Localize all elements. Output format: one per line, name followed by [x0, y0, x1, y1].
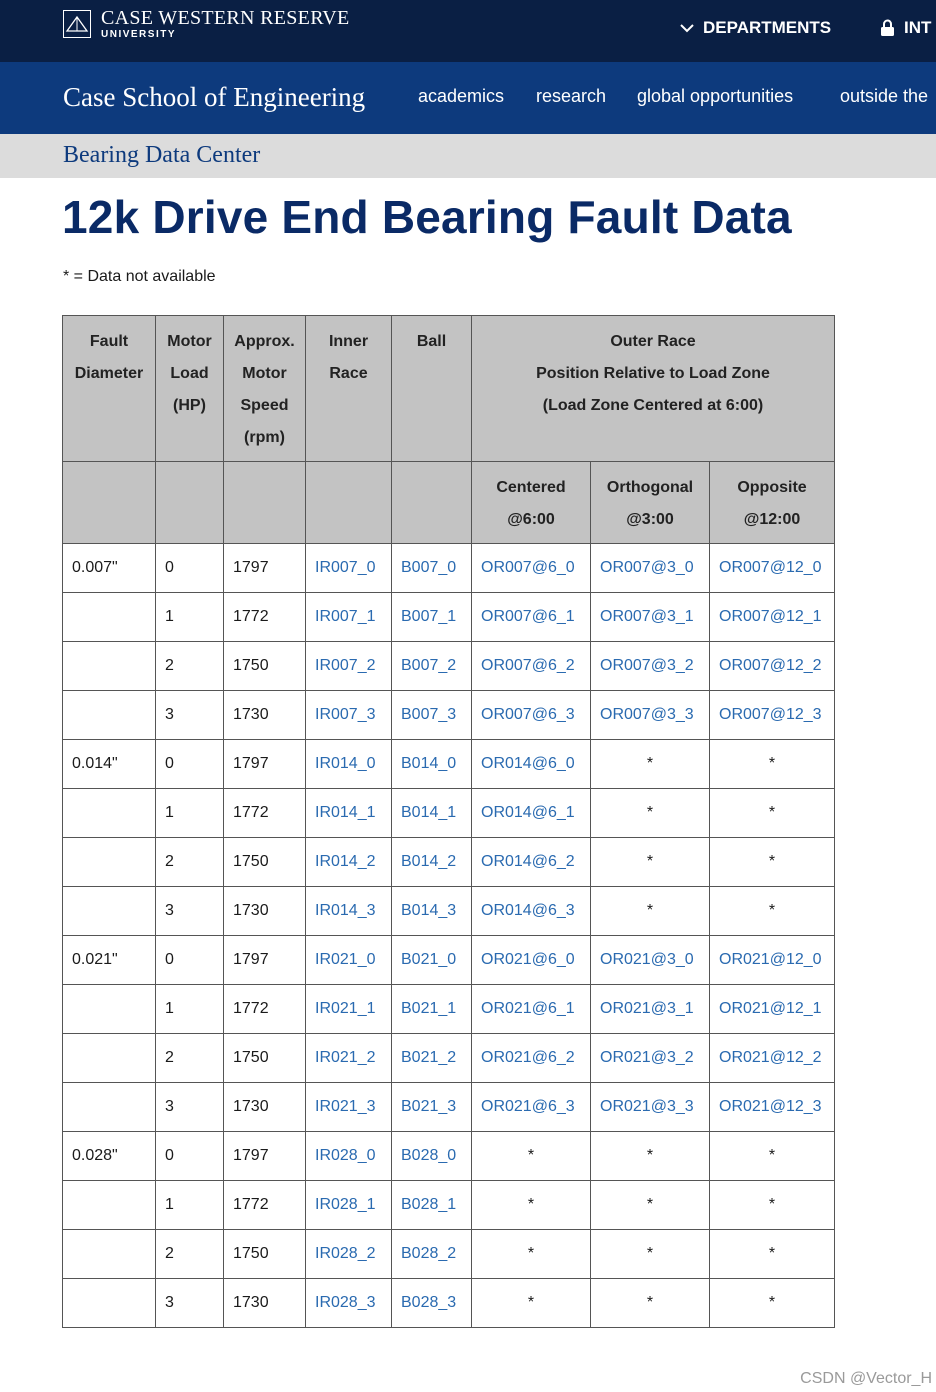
fault-diameter-cell	[63, 1279, 156, 1328]
not-available-cell: *	[472, 1132, 591, 1181]
motor-speed-cell: 1797	[224, 740, 306, 789]
header-orthogonal: Orthogonal @3:00	[591, 462, 710, 544]
departments-label: DEPARTMENTS	[703, 18, 832, 37]
motor-load-cell: 0	[156, 544, 224, 593]
university-subtitle: UNIVERSITY	[101, 29, 177, 40]
outer-race-centered-link[interactable]: OR014@6_1	[481, 804, 575, 821]
outer-race-centered-link[interactable]: OR007@6_3	[481, 706, 575, 723]
ball-link[interactable]: B007_3	[401, 706, 457, 723]
outer-race-opposite-link[interactable]: OR007@12_0	[719, 559, 822, 576]
subheader-empty	[306, 462, 392, 544]
watermark: CSDN @Vector_H	[800, 1370, 932, 1387]
table-row	[63, 1034, 835, 1083]
outer-race-opposite-cell	[710, 1034, 835, 1083]
fault-diameter-cell: 0.007"	[63, 544, 156, 593]
inner-race-link[interactable]: IR021_0	[315, 951, 376, 968]
outer-race-opposite-cell	[710, 544, 835, 593]
subheader-empty	[224, 462, 306, 544]
outer-race-centered-cell	[472, 1034, 591, 1083]
outer-race-orthogonal-cell	[591, 642, 710, 691]
motor-load-cell: 1	[156, 1181, 224, 1230]
ball-link[interactable]: B021_0	[401, 951, 457, 968]
outer-race-centered-link[interactable]: OR021@6_0	[481, 951, 575, 968]
outer-race-orthogonal-link[interactable]: OR007@3_0	[600, 559, 694, 576]
inner-race-link[interactable]: IR028_3	[315, 1294, 376, 1311]
inner-race-cell	[306, 1279, 392, 1328]
not-available-cell: *	[591, 1181, 710, 1230]
motor-speed-cell: 1750	[224, 1230, 306, 1279]
inner-race-link[interactable]: IR014_1	[315, 804, 376, 821]
motor-speed-cell: 1772	[224, 985, 306, 1034]
not-available-cell: *	[472, 1181, 591, 1230]
ball-cell	[392, 1279, 472, 1328]
inner-race-link[interactable]: IR007_2	[315, 657, 376, 674]
motor-speed-cell: 1797	[224, 936, 306, 985]
outer-race-orthogonal-cell	[591, 593, 710, 642]
not-available-cell: *	[710, 1279, 835, 1328]
inner-race-link[interactable]: IR028_0	[315, 1147, 376, 1164]
fault-diameter-cell	[63, 642, 156, 691]
ball-link[interactable]: B014_2	[401, 853, 457, 870]
not-available-cell: *	[710, 1181, 835, 1230]
outer-race-centered-cell	[472, 1083, 591, 1132]
outer-race-opposite-cell	[710, 985, 835, 1034]
ball-link[interactable]: B007_2	[401, 657, 457, 674]
outer-race-orthogonal-cell	[591, 936, 710, 985]
motor-load-cell: 2	[156, 1230, 224, 1279]
not-available-cell: *	[710, 1230, 835, 1279]
section-bar	[0, 134, 936, 178]
motor-speed-cell: 1730	[224, 887, 306, 936]
outer-race-centered-link[interactable]: OR014@6_0	[481, 755, 575, 772]
outer-race-opposite-link[interactable]: OR007@12_2	[719, 657, 822, 674]
ball-link[interactable]: B028_0	[401, 1147, 457, 1164]
outer-race-centered-cell	[472, 691, 591, 740]
ball-link[interactable]: B021_3	[401, 1098, 457, 1115]
not-available-cell: *	[591, 838, 710, 887]
inner-race-link[interactable]: IR014_0	[315, 755, 376, 772]
inner-race-link[interactable]: IR007_0	[315, 559, 376, 576]
outer-race-orthogonal-cell	[591, 544, 710, 593]
top-bar	[0, 0, 936, 62]
outer-race-centered-cell	[472, 544, 591, 593]
ball-cell	[392, 1181, 472, 1230]
inner-race-cell	[306, 887, 392, 936]
not-available-cell: *	[710, 838, 835, 887]
table-row	[63, 1279, 835, 1328]
ball-cell	[392, 1230, 472, 1279]
ball-link[interactable]: B028_1	[401, 1196, 457, 1213]
outer-race-centered-cell	[472, 789, 591, 838]
motor-speed-cell: 1797	[224, 544, 306, 593]
motor-load-cell: 0	[156, 1132, 224, 1181]
outer-race-opposite-cell	[710, 593, 835, 642]
motor-load-cell: 2	[156, 838, 224, 887]
fault-diameter-cell	[63, 1181, 156, 1230]
motor-load-cell: 3	[156, 691, 224, 740]
fault-diameter-cell	[63, 789, 156, 838]
table-row	[63, 691, 835, 740]
inner-race-cell	[306, 1132, 392, 1181]
table-row	[63, 642, 835, 691]
motor-load-cell: 3	[156, 1279, 224, 1328]
outer-race-opposite-cell	[710, 642, 835, 691]
intranet-link[interactable]	[880, 18, 931, 38]
motor-load-cell: 0	[156, 936, 224, 985]
motor-load-cell: 3	[156, 887, 224, 936]
not-available-cell: *	[591, 740, 710, 789]
motor-speed-cell: 1750	[224, 642, 306, 691]
subheader-empty	[156, 462, 224, 544]
motor-speed-cell: 1730	[224, 691, 306, 740]
outer-race-centered-link[interactable]: OR021@6_1	[481, 1000, 575, 1017]
ball-link[interactable]: B021_1	[401, 1000, 457, 1017]
lock-icon	[880, 19, 895, 37]
table-row	[63, 985, 835, 1034]
not-available-cell: *	[591, 1279, 710, 1328]
outer-race-orthogonal-link[interactable]: OR021@3_2	[600, 1049, 694, 1066]
fault-diameter-cell	[63, 1034, 156, 1083]
header-motor-speed: Approx. Motor Speed (rpm)	[224, 316, 306, 462]
page-title: 12k Drive End Bearing Fault Data	[62, 191, 792, 243]
motor-load-cell: 1	[156, 789, 224, 838]
table-row	[63, 838, 835, 887]
int-label: INT	[904, 18, 932, 37]
fault-diameter-cell	[63, 887, 156, 936]
motor-load-cell: 2	[156, 642, 224, 691]
outer-race-orthogonal-link[interactable]: OR007@3_1	[600, 608, 694, 625]
outer-race-opposite-cell	[710, 936, 835, 985]
outer-race-centered-link[interactable]: OR014@6_2	[481, 853, 575, 870]
header-outer-race: Outer Race Position Relative to Load Zone (Load Zone Centered at 6:00)	[472, 316, 835, 462]
not-available-cell: *	[591, 789, 710, 838]
motor-speed-cell: 1750	[224, 838, 306, 887]
ball-cell	[392, 544, 472, 593]
inner-race-link[interactable]: IR021_2	[315, 1049, 376, 1066]
outer-race-centered-cell	[472, 593, 591, 642]
fault-data-table	[62, 315, 835, 1328]
nav-global-opportunities[interactable]: global opportunities	[637, 86, 794, 106]
header-inner-race: Inner Race	[306, 316, 392, 462]
ball-cell	[392, 1083, 472, 1132]
outer-race-centered-link[interactable]: OR007@6_0	[481, 559, 575, 576]
fault-diameter-cell	[63, 985, 156, 1034]
inner-race-cell	[306, 985, 392, 1034]
motor-load-cell: 1	[156, 593, 224, 642]
ball-link[interactable]: B028_2	[401, 1245, 457, 1262]
outer-race-opposite-link[interactable]: OR021@12_2	[719, 1049, 822, 1066]
outer-race-orthogonal-link[interactable]: OR007@3_2	[600, 657, 694, 674]
inner-race-cell	[306, 544, 392, 593]
university-logo[interactable]	[63, 8, 350, 41]
table-row	[63, 1083, 835, 1132]
inner-race-cell	[306, 936, 392, 985]
school-name[interactable]: Case School of Engineering	[63, 82, 366, 112]
inner-race-cell	[306, 740, 392, 789]
inner-race-cell	[306, 838, 392, 887]
table-row	[63, 936, 835, 985]
motor-speed-cell: 1750	[224, 1034, 306, 1083]
inner-race-link[interactable]: IR021_3	[315, 1098, 376, 1115]
motor-speed-cell: 1772	[224, 593, 306, 642]
inner-race-link[interactable]: IR014_2	[315, 853, 376, 870]
inner-race-link[interactable]: IR014_3	[315, 902, 376, 919]
not-available-cell: *	[591, 1132, 710, 1181]
table-row	[63, 1230, 835, 1279]
outer-race-centered-cell	[472, 887, 591, 936]
nav-outside-the[interactable]: outside the	[840, 86, 929, 106]
inner-race-link[interactable]: IR007_3	[315, 706, 376, 723]
availability-note: * = Data not available	[63, 268, 216, 285]
ball-cell	[392, 985, 472, 1034]
motor-load-cell: 0	[156, 740, 224, 789]
ball-link[interactable]: B014_0	[401, 755, 457, 772]
outer-race-opposite-cell	[710, 1083, 835, 1132]
outer-race-orthogonal-link[interactable]: OR021@3_1	[600, 1000, 694, 1017]
outer-race-opposite-link[interactable]: OR007@12_1	[719, 608, 822, 625]
fault-diameter-cell	[63, 1083, 156, 1132]
not-available-cell: *	[591, 1230, 710, 1279]
outer-race-centered-cell	[472, 642, 591, 691]
inner-race-cell	[306, 1034, 392, 1083]
not-available-cell: *	[472, 1230, 591, 1279]
outer-race-opposite-cell	[710, 691, 835, 740]
nav-research[interactable]: research	[536, 86, 607, 106]
header-fault-diameter: Fault Diameter	[63, 316, 156, 462]
inner-race-cell	[306, 1230, 392, 1279]
motor-speed-cell: 1730	[224, 1279, 306, 1328]
outer-race-centered-cell	[472, 985, 591, 1034]
not-available-cell: *	[472, 1279, 591, 1328]
header-ball: Ball	[392, 316, 472, 462]
fault-diameter-cell	[63, 838, 156, 887]
outer-race-opposite-link[interactable]: OR021@12_3	[719, 1098, 822, 1115]
table-row	[63, 593, 835, 642]
outer-race-centered-link[interactable]: OR014@6_3	[481, 902, 575, 919]
section-title[interactable]: Bearing Data Center	[63, 142, 261, 168]
inner-race-cell	[306, 691, 392, 740]
ball-cell	[392, 887, 472, 936]
ball-cell	[392, 789, 472, 838]
inner-race-cell	[306, 593, 392, 642]
logo-icon	[63, 10, 91, 38]
ball-cell	[392, 838, 472, 887]
outer-race-orthogonal-cell	[591, 1034, 710, 1083]
table-body	[63, 544, 835, 1328]
ball-link[interactable]: B007_0	[401, 559, 457, 576]
departments-menu[interactable]	[680, 18, 831, 38]
motor-speed-cell: 1730	[224, 1083, 306, 1132]
subheader-empty	[392, 462, 472, 544]
outer-race-opposite-link[interactable]: OR021@12_0	[719, 951, 822, 968]
fault-diameter-cell	[63, 1230, 156, 1279]
outer-race-centered-link[interactable]: OR021@6_2	[481, 1049, 575, 1066]
outer-race-orthogonal-cell	[591, 1083, 710, 1132]
table-row	[63, 544, 835, 593]
inner-race-cell	[306, 642, 392, 691]
ball-cell	[392, 740, 472, 789]
not-available-cell: *	[710, 789, 835, 838]
table-row	[63, 1132, 835, 1181]
outer-race-centered-cell	[472, 936, 591, 985]
fault-diameter-cell: 0.028"	[63, 1132, 156, 1181]
ball-cell	[392, 642, 472, 691]
motor-speed-cell: 1772	[224, 1181, 306, 1230]
inner-race-cell	[306, 1083, 392, 1132]
outer-race-orthogonal-cell	[591, 691, 710, 740]
inner-race-link[interactable]: IR028_1	[315, 1196, 376, 1213]
motor-load-cell: 2	[156, 1034, 224, 1083]
subheader-empty	[63, 462, 156, 544]
fault-diameter-cell	[63, 593, 156, 642]
nav-academics[interactable]: academics	[418, 86, 505, 106]
outer-race-centered-cell	[472, 838, 591, 887]
ball-link[interactable]: B007_1	[401, 608, 457, 625]
ball-link[interactable]: B028_3	[401, 1294, 457, 1311]
ball-link[interactable]: B014_1	[401, 804, 457, 821]
header-centered: Centered @6:00	[472, 462, 591, 544]
chevron-down-icon	[680, 23, 694, 33]
ball-cell	[392, 1034, 472, 1083]
motor-load-cell: 1	[156, 985, 224, 1034]
table-row	[63, 740, 835, 789]
inner-race-link[interactable]: IR021_1	[315, 1000, 376, 1017]
ball-cell	[392, 593, 472, 642]
fault-diameter-cell	[63, 691, 156, 740]
inner-race-link[interactable]: IR007_1	[315, 608, 376, 625]
table-row	[63, 887, 835, 936]
not-available-cell: *	[710, 740, 835, 789]
fault-diameter-cell: 0.014"	[63, 740, 156, 789]
university-name: CASE WESTERN RESERVE	[101, 7, 350, 29]
ball-link[interactable]: B021_2	[401, 1049, 457, 1066]
outer-race-opposite-link[interactable]: OR007@12_3	[719, 706, 822, 723]
not-available-cell: *	[591, 887, 710, 936]
table-row	[63, 789, 835, 838]
ball-cell	[392, 1132, 472, 1181]
outer-race-centered-link[interactable]: OR007@6_1	[481, 608, 575, 625]
inner-race-link[interactable]: IR028_2	[315, 1245, 376, 1262]
inner-race-cell	[306, 1181, 392, 1230]
outer-race-centered-cell	[472, 740, 591, 789]
motor-load-cell: 3	[156, 1083, 224, 1132]
header-opposite: Opposite @12:00	[710, 462, 835, 544]
ball-link[interactable]: B014_3	[401, 902, 457, 919]
fault-diameter-cell: 0.021"	[63, 936, 156, 985]
motor-speed-cell: 1797	[224, 1132, 306, 1181]
outer-race-orthogonal-link[interactable]: OR021@3_0	[600, 951, 694, 968]
header-motor-load: Motor Load (HP)	[156, 316, 224, 462]
outer-race-orthogonal-link[interactable]: OR007@3_3	[600, 706, 694, 723]
outer-race-opposite-link[interactable]: OR021@12_1	[719, 1000, 822, 1017]
not-available-cell: *	[710, 1132, 835, 1181]
inner-race-cell	[306, 789, 392, 838]
ball-cell	[392, 936, 472, 985]
main-nav	[0, 62, 936, 134]
outer-race-orthogonal-cell	[591, 985, 710, 1034]
not-available-cell: *	[710, 887, 835, 936]
table-row	[63, 1181, 835, 1230]
motor-speed-cell: 1772	[224, 789, 306, 838]
ball-cell	[392, 691, 472, 740]
outer-race-centered-link[interactable]: OR007@6_2	[481, 657, 575, 674]
outer-race-centered-link[interactable]: OR021@6_3	[481, 1098, 575, 1115]
outer-race-orthogonal-link[interactable]: OR021@3_3	[600, 1098, 694, 1115]
